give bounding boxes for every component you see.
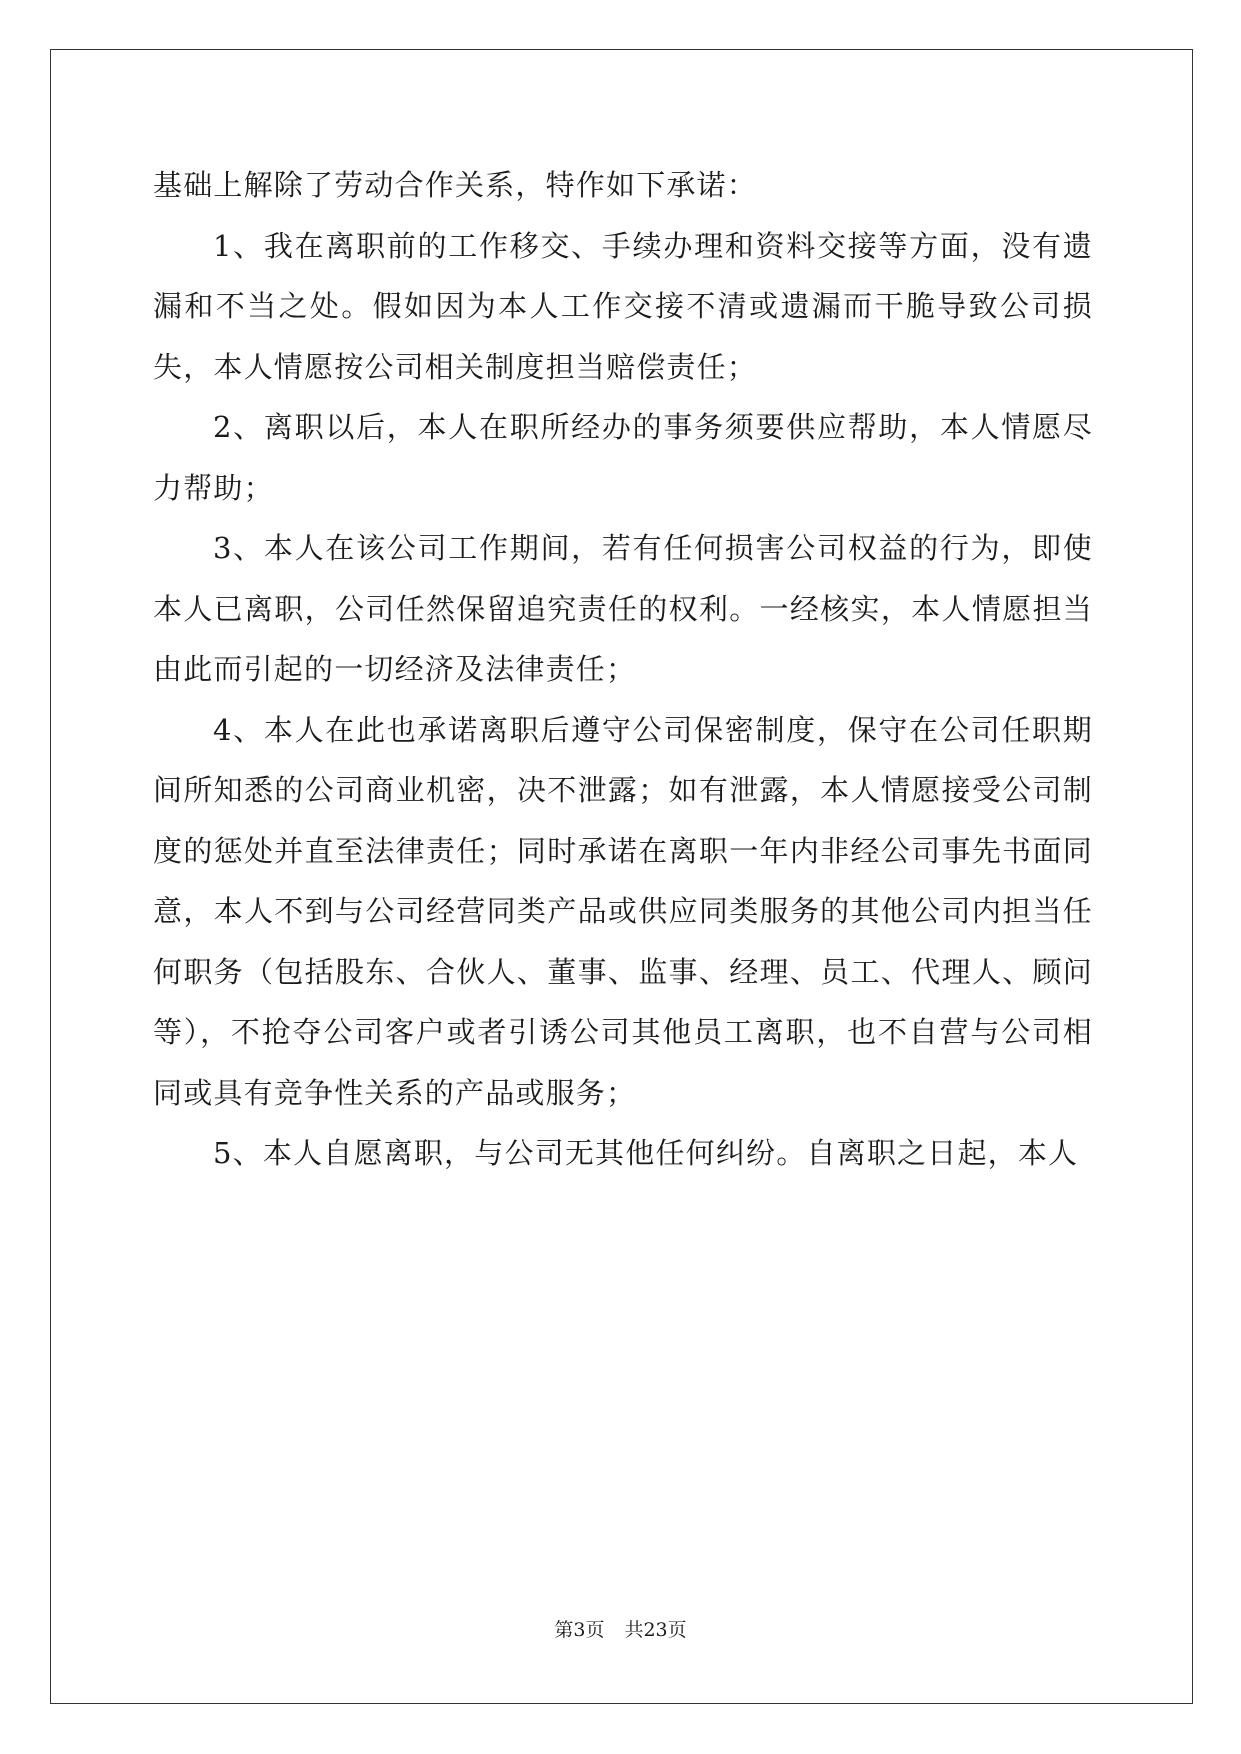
page-number: 第3页 [554, 1619, 605, 1641]
page-footer [0, 1615, 1241, 1642]
paragraph-3: 2、离职以后，本人在职所经办的事务须要供应帮助，本人情愿尽力帮助； [153, 410, 1093, 505]
page-total: 共23页 [624, 1619, 687, 1641]
paragraph-6: 5、本人自愿离职，与公司无其他任何纠纷。自离职之日起，本人 [213, 1136, 1079, 1170]
paragraph-2: 1、我在离职前的工作移交、手续办理和资料交接等方面，没有遗漏和不当之处。假如因为本人工作交接不清或遗漏而干脆导致公司损失，本人情愿按公司相关制度担当赔偿责任； [153, 228, 1093, 384]
paragraph-4: 3、本人在该公司工作期间，若有任何损害公司权益的行为，即使本人已离职，公司任然保留追究责任的权利。一经核实，本人情愿担当由此而引起的一切经济及法律责任； [153, 531, 1093, 686]
paragraph-1: 基础上解除了劳动合作关系，特作如下承诺： [153, 168, 758, 202]
document-body [153, 155, 1093, 1184]
paragraph-5: 4、本人在此也承诺离职后遵守公司保密制度，保守在公司任职期间所知悉的公司商业机密，决不泄露；如有泄露，本人情愿接受公司制度的惩处并直至法律责任；同时承诺在离职一年内非经公司事先书面同意，本人不到与公司经营同类产品或供应同类服务的其他公司内担当任何职务（包括股东、合伙人、董事、监事、经理、员工、代理人、顾问等），不抢夺公司客户或者引诱公司其他员工离职，也不自营与公司相同或具有竞争性关系的产品或服务； [153, 712, 1093, 1110]
